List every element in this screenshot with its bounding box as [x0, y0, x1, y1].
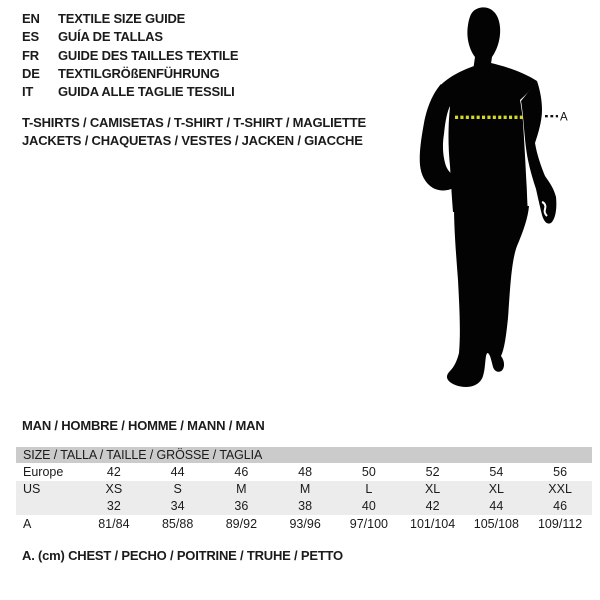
language-row: [22, 83, 238, 101]
size-value: 101/104: [410, 517, 456, 531]
language-label: TEXTILE SIZE GUIDE: [58, 11, 186, 26]
size-value: L: [365, 482, 373, 496]
size-value: 36: [234, 499, 249, 513]
size-row-label: [16, 498, 82, 515]
language-label: GUIDA ALLE TAGLIE TESSILI: [58, 84, 235, 100]
size-value: XXL: [548, 482, 572, 496]
silhouette-head: [467, 7, 500, 71]
size-value: 52: [425, 465, 440, 479]
size-value: XL: [424, 482, 441, 496]
man-silhouette-figure: [400, 0, 600, 400]
man-silhouette: [420, 7, 557, 387]
language-row: [22, 47, 238, 65]
size-value: XS: [105, 482, 123, 496]
measurement-footnote: A. (cm) CHEST / PECHO / POITRINE / TRUHE / PETTO: [22, 548, 343, 563]
size-value: 48: [298, 465, 313, 479]
size-value: 34: [170, 499, 185, 513]
size-value: 42: [425, 499, 440, 513]
size-value: 46: [553, 499, 568, 513]
size-value: S: [173, 482, 182, 496]
size-value: 81/84: [98, 517, 130, 531]
product-line-jackets: JACKETS / CHAQUETAS / VESTES / JACKEN / GIACCHE: [22, 133, 363, 148]
size-table-body: [16, 463, 592, 533]
size-value: M: [299, 482, 311, 496]
size-value: 38: [298, 499, 313, 513]
language-row: [22, 65, 238, 83]
size-value: 44: [489, 499, 504, 513]
size-value: 89/92: [225, 517, 258, 531]
language-code: IT: [22, 84, 34, 100]
language-label: GUÍA DE TALLAS: [58, 29, 163, 45]
language-code: FR: [22, 47, 39, 63]
size-row-label: A: [23, 517, 32, 531]
language-list: [22, 10, 238, 101]
size-table-row: [16, 515, 592, 533]
product-line-tshirts: T-SHIRTS / CAMISETAS / T-SHIRT / T-SHIRT / MAGLIETTE: [22, 115, 366, 130]
size-row-label: US: [23, 482, 41, 496]
size-row-label: Europe: [23, 465, 64, 479]
size-value: 105/108: [473, 517, 519, 531]
size-table: [16, 447, 592, 533]
language-code: EN: [22, 11, 40, 26]
size-table-row: [16, 481, 592, 498]
size-table-row: [16, 498, 592, 515]
size-value: XL: [488, 482, 505, 496]
size-value: 50: [361, 465, 376, 479]
product-categories: [22, 114, 366, 150]
size-value: 56: [553, 465, 568, 479]
language-label: TEXTILGRÖßENFÜHRUNG: [58, 65, 220, 81]
size-value: 44: [170, 465, 185, 479]
size-value: 85/88: [161, 517, 194, 531]
size-value: 40: [361, 499, 376, 513]
language-row: [22, 28, 238, 46]
size-table-header: SIZE / TALLA / TAILLE / GRÖSSE / TAGLIA: [16, 447, 592, 463]
silhouette-torso: [440, 63, 537, 212]
man-silhouette-svg: [400, 0, 600, 400]
size-value: 54: [489, 465, 504, 479]
language-code: DE: [22, 65, 40, 81]
size-value: M: [236, 482, 247, 496]
language-label: GUIDE DES TAILLES TEXTILE: [58, 47, 239, 63]
section-title: MAN / HOMBRE / HOMME / MANN / MAN: [22, 418, 265, 433]
measure-label-a: A: [560, 111, 568, 124]
size-value: 42: [106, 465, 121, 479]
silhouette-legs: [447, 206, 529, 387]
size-value: 46: [234, 465, 249, 479]
size-value: 93/96: [289, 517, 321, 531]
language-code: ES: [22, 29, 39, 45]
language-row: [22, 10, 238, 28]
size-value: 109/112: [537, 517, 583, 531]
size-value: 32: [106, 499, 121, 513]
size-value: 97/100: [349, 517, 388, 531]
size-table-row: [16, 463, 592, 481]
